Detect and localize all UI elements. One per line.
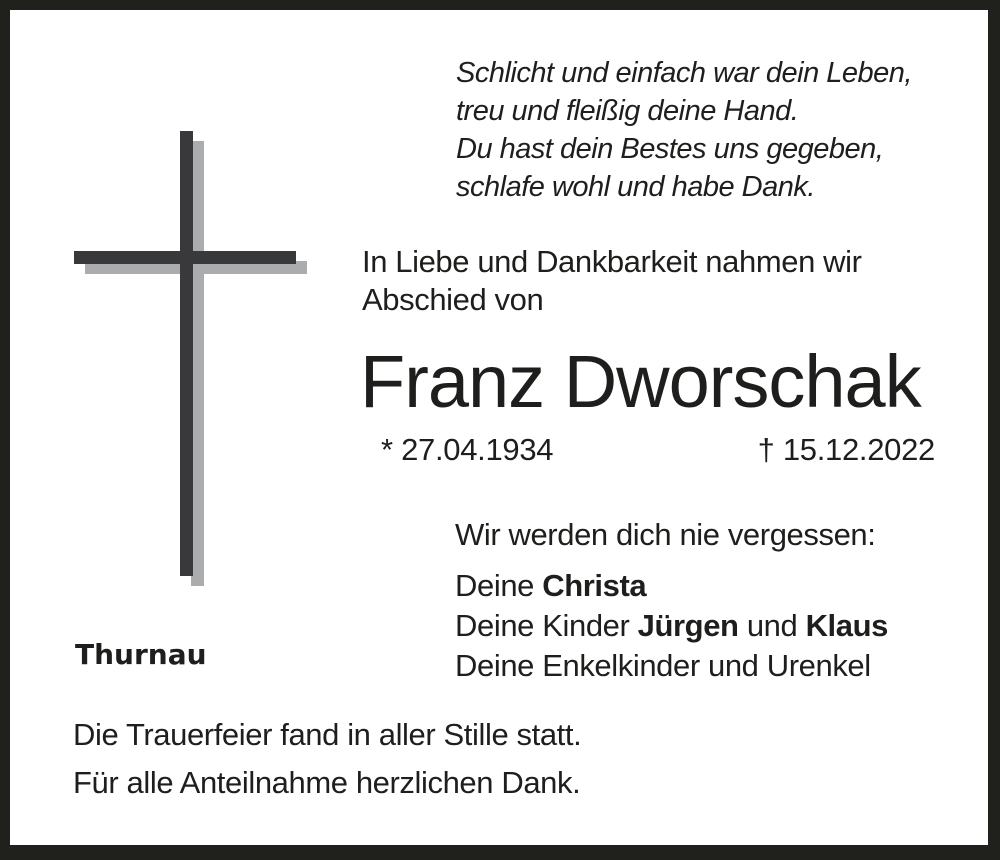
family-line: Deine Christa — [455, 568, 647, 603]
deceased-name: Franz Dworschak — [360, 340, 921, 423]
birth-date: * 27.04.1934 — [381, 432, 554, 467]
poem-line: Du hast dein Bestes uns gegeben, — [456, 133, 884, 165]
remembrance-section — [455, 515, 888, 686]
place-name: Thurnau — [75, 638, 207, 671]
family-lines — [455, 566, 888, 686]
closing-line: Für alle Anteilnahme herzlichen Dank. — [73, 765, 581, 800]
poem-line: Schlicht und einfach war dein Leben, — [456, 57, 912, 89]
intro-line: In Liebe und Dankbarkeit nahmen wir — [362, 244, 862, 279]
cross-vertical-bar — [180, 131, 193, 576]
death-date: † 15.12.2022 — [757, 432, 935, 467]
closing-note — [73, 711, 581, 807]
closing-line: Die Trauerfeier fand in aller Stille statt. — [73, 717, 582, 752]
epitaph-poem — [456, 54, 912, 206]
farewell-intro — [362, 243, 862, 319]
intro-line: Abschied von — [362, 282, 544, 317]
family-line: Deine Kinder Jürgen und Klaus — [455, 608, 888, 643]
remembrance-heading: Wir werden dich nie vergessen: — [455, 517, 876, 552]
poem-line: treu und fleißig deine Hand. — [456, 95, 799, 127]
cross-horizontal-bar — [74, 251, 296, 264]
life-dates — [381, 433, 935, 467]
poem-line: schlafe wohl und habe Dank. — [456, 171, 815, 203]
family-line: Deine Enkelkinder und Urenkel — [455, 648, 871, 683]
